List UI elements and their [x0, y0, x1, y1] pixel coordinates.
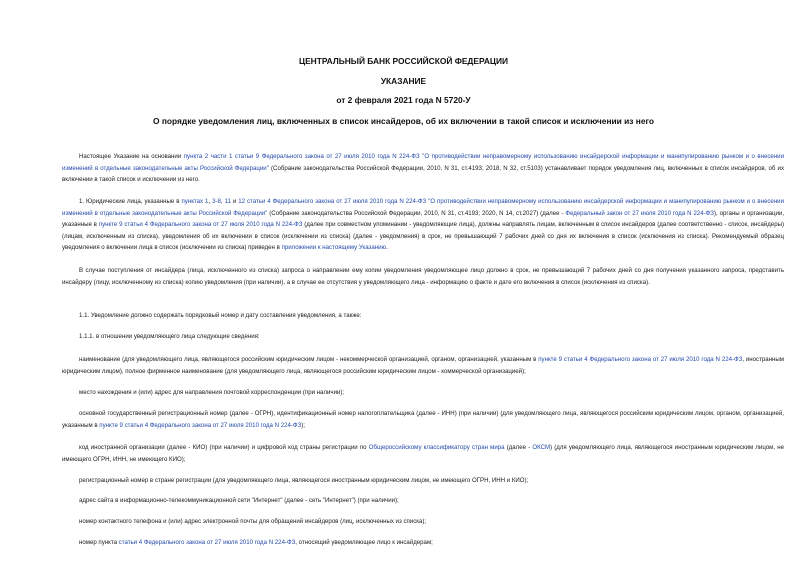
intro-paragraph — [62, 151, 784, 186]
link-item-11[interactable]: 11 — [224, 198, 231, 205]
name-text-2: , иностранным юридическим лицом), полное фирменное наименование (для уведомляющего лица, являющегося российским юридическим лицом - коммерческой организацией); — [62, 356, 784, 375]
link-oksm-classifier[interactable]: Общероссийскому классификатору стран мира — [368, 444, 505, 451]
paragraph-1-1-1: 1.1.1. в отношении уведомляющего лица следующие сведения: — [79, 333, 260, 340]
name-text-1: наименование (для уведомляющего лица, являющегося российским юридическим лицом - некоммерческой организацией, органом, организацией, указанным в — [79, 356, 539, 363]
document-date-number: от 2 февраля 2021 года N 5720-У — [336, 95, 471, 105]
paragraph-1 — [62, 196, 784, 254]
item-phone: номер контактного телефона и (или) адрес электронной почты для обращений инсайдеров (лиц, исключенных из списка); — [79, 518, 427, 525]
item-article-number — [62, 537, 784, 549]
ogrn-text-1: основной государственный регистрационный номер (далее - ОГРН), идентификационный номер налогоплательщика (далее - ИНН) (при наличии) (для уведомляющего лица, являющегося российским юридическим лицом, органом, организацией, указанным в — [62, 410, 784, 429]
issuer-title: ЦЕНТРАЛЬНЫЙ БАНК РОССИЙСКОЙ ФЕДЕРАЦИИ — [298, 56, 509, 66]
link-article-4-law[interactable]: 12 статьи 4 Федерального закона от 27 июля 2010 года N 224-ФЗ "О противодействии неправомерному использованию инсайдерской информации и манипулированию рынком и о внесении изменений в отдельные законодательные акты Российской Федерации" — [62, 198, 784, 217]
item-ogrn — [62, 408, 784, 431]
link-item-9-article-4[interactable]: пункте 9 статьи 4 Федерального закона от 27 июля 2010 года N 224-ФЗ — [98, 221, 303, 229]
paragraph-1-1: 1.1. Уведомление должно содержать порядковый номер и дату составления уведомления, а также: — [79, 312, 362, 319]
p1-text-1: 1. Юридические лица, указанные в — [79, 198, 182, 205]
item-text-2: , относящий уведомляющее лицо к инсайдерам; — [295, 539, 433, 546]
item-text-1: номер пункта — [79, 539, 119, 546]
document-type: УКАЗАНИЕ — [380, 76, 427, 86]
link-item-9-article-4-ogrn[interactable]: пункте 9 статьи 4 Федерального закона от 27 июля 2010 года N 224-ФЗ — [99, 421, 302, 429]
link-appendix[interactable]: приложении к настоящему Указанию — [281, 244, 387, 252]
law-link[interactable]: пункта 2 части 1 статьи 9 Федерального закона от 27 июля 2010 года N 224-ФЗ "О противодействии неправомерному использованию инсайдерской информации и манипулированию рынком и о внесении изменений в отдельные законодательные акты Российской Федерации" — [62, 153, 784, 172]
kio-text-3: ) (для уведомляющего лица, являющегося иностранным юридическим лицом, не имеющего ОГРН, ИНН, не имеющего КИО); — [62, 444, 785, 463]
item-address: место нахождения и (или) адрес для направления почтовой корреспонденции (при наличии); — [79, 389, 345, 396]
p1-text-7: (далее при совместном упоминании - уведомляющие лица), должны направлять лицам, включенным в список инсайдеров (далее соответственно - список, инсайдеры) (лицам, исключенным из списка), уведомления об их включении в список (исключении из списка) (далее - уведомления) в срок, не превышающий 7 рабочих дней со дня их включения в список (исключения из списка). Рекомендуемый образец уведомления о включении лица в список (исключении из списка) приведен в — [62, 221, 784, 252]
p1-text-8: . — [386, 244, 388, 252]
link-federal-law[interactable]: Федеральный закон от 27 июля 2010 года N 224-ФЗ — [565, 209, 714, 217]
ogrn-text-2: ); — [301, 421, 305, 429]
item-website: адрес сайта в информационно-телекоммуникационной сети "Интернет" (далее - сеть "Интернет") (при наличии); — [79, 497, 399, 504]
item-regnum: регистрационный номер в стране регистрации (для уведомляющего лица, являющегося иностранным юридическим лицом, не имеющего ОГРН, ИНН и КИО); — [79, 477, 529, 484]
p1-text-6: ), органы и организации, указанные в — [62, 209, 785, 229]
document-subject: О порядке уведомления лиц, включенных в список инсайдеров, об их включении в такой список и исключении из него — [152, 116, 654, 126]
p1-text-3: , — [220, 198, 225, 205]
item-name — [62, 354, 784, 377]
p1-text-2: , — [208, 198, 213, 205]
kio-text-1: код иностранной организации (далее - КИО) (при наличии) и цифровой код страны регистрации по — [79, 444, 369, 451]
p1-text-4: и — [230, 198, 239, 205]
link-item-9-article-4-name[interactable]: пункте 9 статьи 4 Федерального закона от 27 июля 2010 года N 224-ФЗ — [538, 356, 743, 363]
p1-text-5: (Собрание законодательства Российской Федерации, 2010, N 31, ст.4193; 2020, N 14, ст.2027) (далее - — [267, 209, 566, 217]
request-paragraph: В случае поступления от инсайдера (лица, исключенного из списка) запроса о направлении ему копии уведомления уведомляющее лицо должно в срок, не превышающий 7 рабочих дней со дня получения указанного запроса, представить инсайдеру (лицу, исключенному из списка) копию уведомления (при наличии), а в случае ее отсутствия у уведомляющего лица - информацию о факте и дате его включения в список (исключения из списка). — [62, 267, 784, 286]
intro-text-2: (Собрание законодательства Российской Федерации, 2010, N 31, ст.4193; 2018, N 32, ст.5103) устанавливает порядок уведомления лиц, включенных в список инсайдеров, об их включении в такой список и исключении из него. — [62, 164, 784, 184]
kio-text-2: (далее - — [504, 444, 533, 451]
link-item-1[interactable]: пунктах 1 — [181, 198, 209, 205]
link-article-4-item[interactable]: статьи 4 Федерального закона от 27 июля 2010 года N 224-ФЗ — [118, 539, 296, 546]
link-items-3-8[interactable]: 3-8 — [212, 198, 221, 205]
intro-text-1: Настоящее Указание на основании — [79, 153, 184, 160]
item-kio — [62, 442, 784, 465]
link-oksm[interactable]: ОКСМ — [532, 444, 551, 451]
